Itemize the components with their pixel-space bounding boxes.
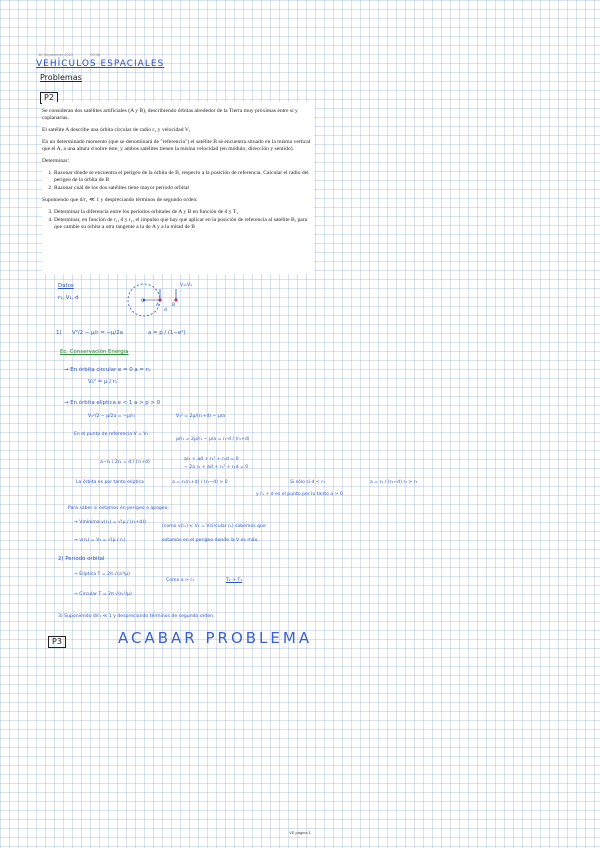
note-3: 3) Suponiendo d/r₁ ≪ 1 y despreciando términos de segundo orden. (58, 614, 215, 619)
note-1-expand-2: − 2a r₁ + ad + r₁² + r₁d = 0 (184, 465, 249, 470)
problem-sat-a: El satélite A describe una órbita circular de radio r₁ y velocidad V₁ (42, 127, 191, 133)
note-2-circular: → Circular T = 2π √(r₁³/μ) (74, 592, 132, 597)
diagram-b-label: B (172, 303, 176, 308)
note-2-elliptic: → Elíptica T = 2π √(a³/μ) (74, 572, 130, 577)
subtitle: Problemas (40, 73, 82, 82)
notes-datos-vars: r₁, V₁, d (58, 295, 79, 301)
problem-label-p3: P3 (48, 636, 66, 648)
note-1-elliptic: → En órbita elíptica e < 1 a > p > 0 (64, 400, 161, 406)
problem-item-2: 2. Razonar cuál de los dos satélites tiene mayor período orbital (54, 185, 314, 192)
note-1-vmin-note: (como v(r₁) < V₁ = Vcircular r₁) sabemos que (162, 524, 266, 529)
note-1-v: → v(r₁) = V₁ = √(μ / r₁) (74, 538, 126, 543)
note-time: 09:36 (90, 52, 101, 57)
note-1-energy-label: Ec. Conservación Energía (60, 349, 129, 355)
note-1-a-eq: a = p / (1−e²) (148, 330, 186, 336)
problem-item-4: 4. Determinar, en función de r₁, d y r₁, el impulso que hay que aplicar en la posición de referencia al satélite B, para que cambie su órbita a otra tangente a la de A y a la mitad de B (54, 217, 314, 231)
diagram-d-label: d (164, 308, 167, 313)
note-1-inequality: a = r₁ / (r₁−d) r₁ > r₁ (370, 480, 418, 485)
note-1-para: Para saber si estamos en perigeo o apogeo: (68, 506, 169, 511)
note-1-label: 1) (56, 330, 62, 336)
diagram-a-label: A (156, 303, 160, 308)
section-title: VEHÍCULOS ESPACIALES (36, 59, 165, 69)
note-1-reference-eq: μ/r₁ = 2μ/r₁ − μ/a = r₁⋅d / (r₁+d) (176, 437, 250, 442)
problem-list-1 (42, 170, 314, 192)
note-1-perigeo: y r₁ + d es el punto por lo tanto a > 0 (256, 492, 343, 497)
note-1-energy-eq: V²/2 − μ/r = −μ/2a (72, 330, 123, 336)
page-footer: VE página 1 (289, 830, 311, 835)
note-1-reference: En el punto de referencia V = V₁ (74, 432, 149, 437)
note-header (38, 52, 100, 57)
note-1-fraction: a−r₁ / 2r₁ = d / (r₁+d) (100, 460, 150, 465)
note-1-circular-eq: V₁² = μ / r₁ (88, 379, 118, 385)
diagram-velocity-label: V=V₁ (180, 283, 192, 288)
problem-suppose: Suponiendo que d/r₁ ≪ 1 y despreciando términos de segundo orden: (42, 197, 198, 203)
problem-intro: Se consideran dos satélites artificiales (A y B), describiendo órbitas alrededor de la Tierra muy próximas entre sí y coplanarias. (42, 108, 298, 121)
note-1-a-result: a = r₁(r₁+d) / (r₁−d) > 0 (172, 480, 228, 485)
note-1-circular: → En órbita circular e = 0 a = r₁ (64, 367, 151, 373)
note-2-compare: Como a > r₁ (166, 578, 195, 583)
note-1-vmin: → Vmínima v(r₁) = √(μ / (r₁+d)) (74, 520, 146, 525)
note-1-expand-1: ar₁ + ad + r₁² + r₁d = 0 (184, 457, 239, 462)
problem-item-3: 3. Determinar la diferencia entre los períodos orbitales de A y B en función de d y T₁ (54, 209, 314, 216)
problem-statement (42, 102, 314, 274)
problem-label-p2: P2 (40, 92, 58, 104)
note-1-v-note: estamos en el perigeo donde la V es máx. (162, 538, 259, 543)
diagram-earth-label: O (141, 299, 145, 304)
note-1-orbit: La órbita es por tanto elíptica (76, 480, 144, 485)
note-date: 18 September 2021 (38, 52, 74, 57)
note-1-elliptic-eq1: V₁²/2 − μ/2a = −μ/r₁ (88, 414, 136, 419)
problem-moment: En un determinado momento (que se denominará de "referencia") el satélite B se encuentra situado en la misma vertical que el A, a una altura d sobre éste, y ambos satélites tienen la misma velocidad (en módulo, dirección y sentido). (42, 139, 311, 152)
note-2-label: 2) Período orbital (58, 556, 105, 562)
note-1-condition: Si sólo si d < r₁ (290, 480, 325, 485)
note-1-elliptic-eq2: V₁² = 2μ/(r₁+d) − μ/a (176, 414, 226, 419)
problem-list-2 (42, 209, 314, 231)
problem-determine-label: Determinar: (42, 158, 70, 164)
problem-item-1: 1. Razonar dónde se encuentra el perigeo de la órbita de B, respecto a la posición de referencia. Calcular el radio del perigeo de la órbita de B (54, 170, 314, 184)
notes-datos-label: Datos (58, 283, 74, 289)
acabar-problema: ACABAR PROBLEMA (118, 629, 313, 647)
orbit-diagram (118, 282, 198, 322)
note-2-result: T₂ > T₁ (226, 578, 243, 583)
